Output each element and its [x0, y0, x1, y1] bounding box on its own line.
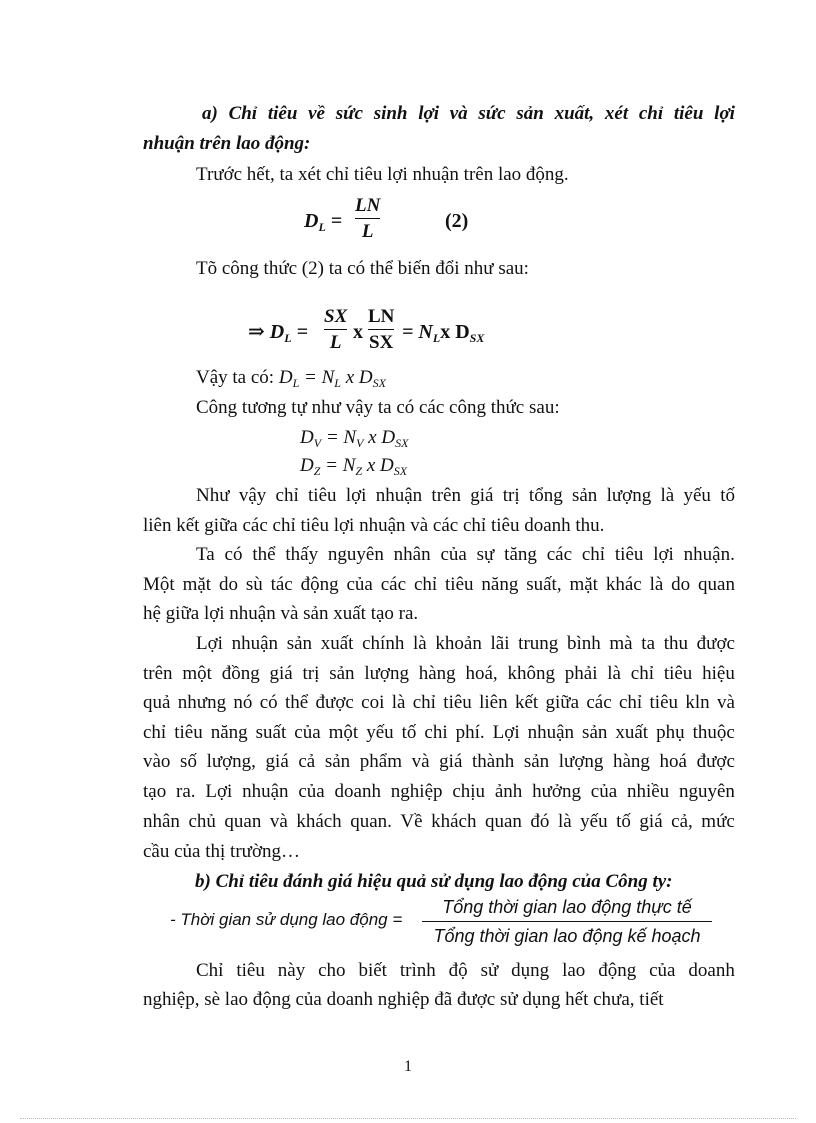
- word: nó: [233, 692, 253, 713]
- word: hàng: [613, 751, 650, 772]
- word: tiêu: [663, 663, 693, 684]
- word: tố: [720, 485, 735, 506]
- word: và: [716, 692, 735, 713]
- word: ảnh: [494, 781, 523, 802]
- word: giá: [639, 811, 663, 832]
- para6-line6: [143, 782, 735, 801]
- heading-a-line2: nhuận trên lao động:: [143, 133, 311, 154]
- word: bình: [566, 633, 601, 654]
- word: nhiều: [626, 781, 670, 802]
- formula2-label: (2): [445, 210, 469, 232]
- word: một: [328, 722, 359, 743]
- para7-line1: [196, 961, 735, 980]
- formula2-numerator: LN: [355, 195, 381, 216]
- word: khác: [605, 574, 642, 595]
- word: nhuận: [375, 485, 423, 506]
- word: doanh: [334, 781, 381, 802]
- word: xuất,: [554, 103, 595, 124]
- word: giá: [269, 663, 293, 684]
- word: giữa: [545, 692, 580, 713]
- word: nguyên: [679, 781, 735, 802]
- para6-line1: [196, 634, 735, 653]
- word: giá: [470, 485, 494, 506]
- word: nhưng: [177, 692, 227, 713]
- word: nhuận: [242, 781, 289, 802]
- word: nguyên: [327, 544, 384, 565]
- word: động: [300, 574, 339, 595]
- word: của: [294, 722, 321, 743]
- word: Chỉ: [196, 960, 224, 981]
- frac1-numerator: SX: [324, 306, 348, 327]
- word: mà: [609, 633, 633, 654]
- word: sản: [324, 751, 351, 772]
- fraction-bar: [368, 329, 394, 330]
- word: sức: [335, 103, 363, 124]
- formula-time-label: - Thời gian sử dụng lao động =: [170, 910, 403, 929]
- implies-arrow: ⇒: [248, 321, 265, 343]
- word: quan.: [350, 811, 392, 832]
- para4-line1: [196, 486, 735, 505]
- transform-lhs: ⇒ $D_L$ =: [248, 321, 308, 345]
- para7-line2: nghiệp, sè lao động của doanh nghiệp đã được sử dụng hết chưa, tiết: [143, 989, 664, 1010]
- word: kết: [514, 692, 539, 713]
- word: sử: [480, 960, 499, 981]
- word: khoản: [435, 633, 482, 654]
- para3: Công tương tự như vậy ta có các công thức sau:: [196, 397, 560, 418]
- word: Lợi: [196, 633, 223, 654]
- word: của: [298, 781, 325, 802]
- word: Về: [400, 811, 423, 832]
- para6-line8: cầu của thị trường…: [143, 841, 300, 862]
- word: quan: [224, 811, 262, 832]
- word: thuộc: [692, 722, 735, 743]
- word: do: [218, 574, 238, 595]
- word: hiệu: [702, 663, 735, 684]
- frac1-denominator: L: [329, 332, 342, 353]
- word: ta: [641, 633, 656, 654]
- word: chỉ: [413, 574, 438, 595]
- word: mức: [701, 811, 735, 832]
- word: xét: [604, 103, 629, 124]
- word: và: [269, 811, 288, 832]
- word: tác: [270, 574, 293, 595]
- formula-dz: $D_Z = N_Z$ x $D_{SX}$: [300, 455, 408, 478]
- word: chỉ: [638, 103, 664, 124]
- word: do: [671, 574, 691, 595]
- formula-dv: $D_V = N_V$ x $D_{SX}$: [300, 427, 409, 450]
- word: trung: [518, 633, 559, 654]
- word: số: [180, 751, 197, 772]
- word: liên: [479, 692, 508, 713]
- para6-line3: [143, 693, 735, 712]
- word: nghiệp: [390, 781, 443, 802]
- para5-line3: hệ giữa lợi nhuận và sản xuất tạo ra.: [143, 603, 419, 624]
- word: là: [413, 633, 427, 654]
- word: các: [586, 692, 612, 713]
- word: chi: [424, 722, 448, 743]
- word: các: [380, 574, 407, 595]
- fraction-bar: [324, 329, 347, 330]
- word: tiêu: [614, 544, 644, 565]
- word: nhân: [143, 811, 180, 832]
- para6-line2: [143, 664, 735, 683]
- word: tăng: [504, 544, 537, 565]
- word: doanh: [688, 960, 735, 981]
- word: sản: [286, 633, 313, 654]
- word: nhân: [393, 544, 431, 565]
- word: trị: [502, 485, 520, 506]
- word: Chỉ: [228, 103, 258, 124]
- word: lượng,: [206, 751, 256, 772]
- word: yếu: [683, 485, 711, 506]
- para4-line2: liên kết giữa các chỉ tiêu lợi nhuận và các chỉ tiêu doanh thu.: [143, 515, 605, 536]
- word: tiêu: [443, 692, 472, 713]
- formula-time-numerator: Tổng thời gian lao động thực tế: [442, 897, 692, 917]
- word: Lợi: [205, 781, 233, 802]
- transform-fraction1: [324, 307, 347, 352]
- word: a): [202, 103, 218, 124]
- word: thể: [252, 544, 276, 565]
- word: trình: [399, 960, 436, 981]
- frac2-numerator: LN: [368, 306, 395, 327]
- word: hoá: [659, 751, 687, 772]
- word: tiêu: [236, 960, 265, 981]
- word: sản: [523, 751, 550, 772]
- word: nhuận: [527, 722, 575, 743]
- word: trên: [143, 663, 173, 684]
- word: Như: [196, 485, 230, 506]
- word: tổng: [528, 485, 563, 506]
- word: đồng: [221, 663, 260, 684]
- word: được: [696, 633, 735, 654]
- word: vào: [143, 751, 171, 772]
- word: Lợi: [492, 722, 520, 743]
- word: lợi: [714, 103, 735, 124]
- word: có: [259, 692, 278, 713]
- word: được: [315, 692, 354, 713]
- word: lượng: [558, 751, 604, 772]
- word: và: [449, 103, 468, 124]
- heading-b: b) Chỉ tiêu đánh giá hiệu quả sử dụng lao động của Công ty:: [195, 871, 673, 892]
- word: cả: [298, 751, 316, 772]
- word: giá: [439, 751, 463, 772]
- word: phải: [564, 663, 598, 684]
- transform-fraction2: [368, 307, 394, 352]
- word: chỉ: [412, 692, 436, 713]
- word: xuất: [615, 722, 649, 743]
- page-number: 1: [404, 1058, 412, 1075]
- word: hưởng: [532, 781, 581, 802]
- word: lợi: [653, 544, 674, 565]
- word: độ: [448, 960, 468, 981]
- word: tạo: [143, 781, 167, 802]
- word: của: [590, 781, 618, 802]
- word: và: [411, 751, 430, 772]
- word: thành: [472, 751, 515, 772]
- word: là: [607, 663, 621, 684]
- word: về: [308, 103, 325, 124]
- word: sản: [571, 485, 598, 506]
- transform-times1: x: [353, 321, 363, 343]
- word: tố: [401, 722, 417, 743]
- word: cho: [318, 960, 346, 981]
- word: vậy: [238, 485, 267, 506]
- word: mặt: [182, 574, 212, 595]
- word: đó: [530, 811, 550, 832]
- word: sản: [582, 722, 608, 743]
- formula-time-denominator: Tổng thời gian lao động kế hoạch: [433, 926, 701, 946]
- word: thu: [663, 633, 688, 654]
- word: là: [557, 811, 572, 832]
- word: phí.: [455, 722, 485, 743]
- word: một: [182, 663, 212, 684]
- word: lợi: [418, 103, 439, 124]
- word: là: [391, 692, 406, 713]
- word: mặt: [569, 574, 598, 595]
- word: tiêu: [649, 692, 679, 713]
- word: suất,: [526, 574, 562, 595]
- word: tố: [616, 811, 631, 832]
- para6-line5: [143, 752, 735, 771]
- word: sự: [476, 544, 495, 565]
- word: động: [598, 960, 637, 981]
- word: trị: [302, 663, 320, 684]
- word: sản: [329, 663, 355, 684]
- transform-rhs: = $N_Lx$ $D_{SX}$: [402, 321, 485, 345]
- word: của: [649, 960, 676, 981]
- word: lợi: [345, 485, 367, 506]
- word: quả: [143, 692, 171, 713]
- page-bottom-divider: [20, 1118, 796, 1119]
- word: lượng: [606, 485, 652, 506]
- para6-line7: [143, 812, 735, 831]
- word: tiêu: [445, 574, 474, 595]
- word: là: [649, 574, 664, 595]
- word: tiêu: [174, 722, 203, 743]
- word: tiêu: [308, 485, 337, 506]
- formula2-fraction: [355, 196, 380, 241]
- word: được: [696, 751, 735, 772]
- word: ra.: [176, 781, 196, 802]
- word: dụng: [511, 960, 550, 981]
- para1: Trước hết, ta xét chỉ tiêu lợi nhuận trên lao động.: [196, 164, 569, 185]
- word: Một: [143, 574, 175, 595]
- para5-line1: [196, 545, 735, 564]
- word: sản: [516, 103, 544, 124]
- word: chỉ: [630, 663, 655, 684]
- word: giá: [265, 751, 289, 772]
- word: chịu: [452, 781, 486, 802]
- word: Ta: [196, 544, 215, 565]
- vay-ta-co: Vậy ta có: $D_L = N_L$ x $D_{SX}$: [196, 367, 386, 390]
- para6-line4: [143, 723, 735, 742]
- para5-line2: [143, 575, 735, 594]
- word: lượng: [364, 663, 409, 684]
- word: năng: [481, 574, 519, 595]
- formula-time-fraction: [422, 898, 712, 945]
- formula2-lhs: $D_L$ =: [304, 210, 343, 234]
- word: chỉ: [275, 485, 299, 506]
- word: là: [660, 485, 675, 506]
- heading-a-line1: [202, 104, 735, 123]
- word: sù: [245, 574, 263, 595]
- word: chỉ: [618, 692, 643, 713]
- word: chỉ: [143, 722, 167, 743]
- word: khách: [296, 811, 342, 832]
- word: thể: [285, 692, 309, 713]
- word: phụ: [656, 722, 685, 743]
- fraction-bar: [355, 218, 380, 219]
- word: của: [346, 574, 373, 595]
- word: yếu: [580, 811, 608, 832]
- word: có: [224, 544, 243, 565]
- word: sức: [478, 103, 506, 124]
- word: chủ: [188, 811, 216, 832]
- word: chính: [362, 633, 405, 654]
- word: tiêu: [673, 103, 704, 124]
- formula2-denominator: L: [361, 221, 374, 242]
- word: phẩm: [359, 751, 403, 772]
- word: các: [546, 544, 573, 565]
- word: thấy: [285, 544, 319, 565]
- word: yếu: [366, 722, 394, 743]
- word: kln: [685, 692, 710, 713]
- word: chỉ: [581, 544, 606, 565]
- word: biết: [358, 960, 387, 981]
- word: tiêu: [267, 103, 298, 124]
- word: hàng: [418, 663, 456, 684]
- word: không: [507, 663, 555, 684]
- word: lãi: [490, 633, 510, 654]
- para2: Tõ công thức (2) ta có thể biến đổi như sau:: [196, 258, 529, 279]
- frac2-denominator: SX: [369, 332, 394, 353]
- fraction-bar: [422, 921, 712, 922]
- word: nhuận: [231, 633, 279, 654]
- word: lao: [562, 960, 586, 981]
- word: này: [277, 960, 306, 981]
- word: khách: [431, 811, 477, 832]
- word: quan: [484, 811, 522, 832]
- word: quan: [698, 574, 735, 595]
- word: cả,: [671, 811, 693, 832]
- word: trên: [431, 485, 461, 506]
- word: xuất: [320, 633, 354, 654]
- word: nhuận.: [683, 544, 735, 565]
- word: suất: [255, 722, 287, 743]
- word: của: [440, 544, 467, 565]
- word: hoá,: [465, 663, 498, 684]
- word: coi: [361, 692, 385, 713]
- word: sinh: [373, 103, 408, 124]
- word: năng: [210, 722, 248, 743]
